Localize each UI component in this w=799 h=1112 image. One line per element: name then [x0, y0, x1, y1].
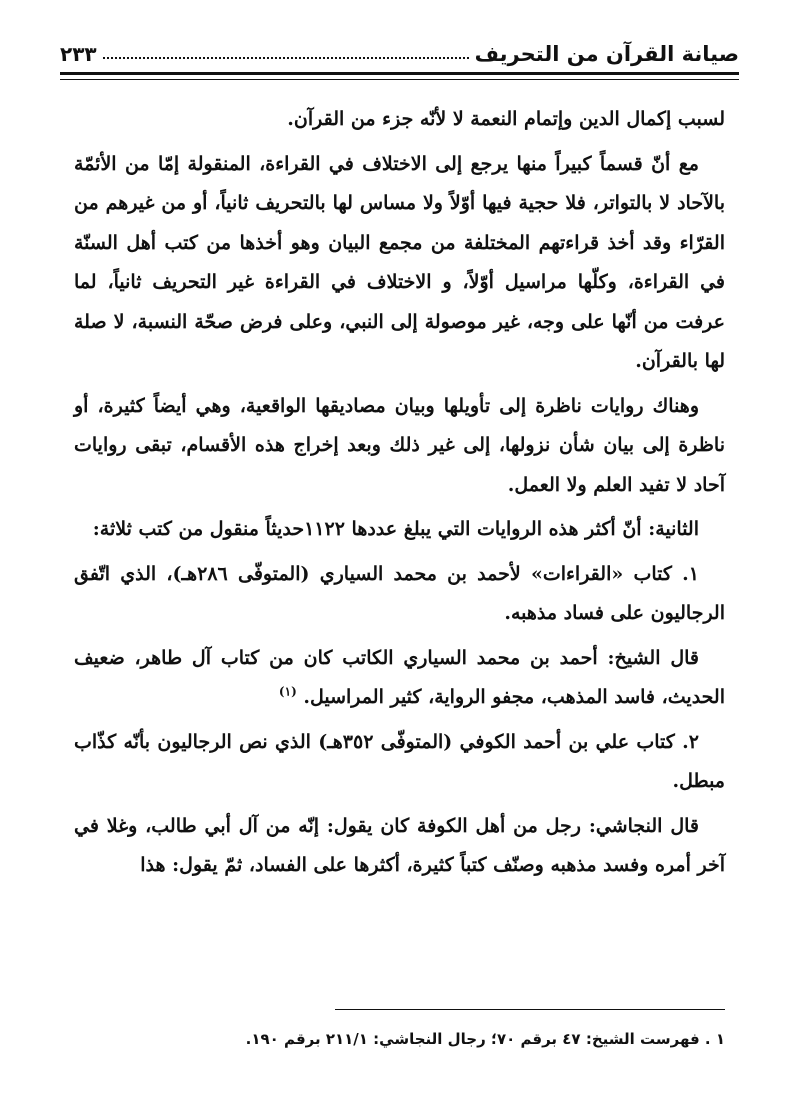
paragraph-2: مع أنّ قسماً كبيراً منها يرجع إلى الاختلاف في القراءة، المنقولة إمّا من الأئمّة بالآحاد لا بالتواتر، فلا حجية فيها أوّلاً ولا مساس لها بالتحريف ثانياً، أو من غيرهم من القرّاء وقد أخذ قراءتهم المختلفة من مجمع البيان وهو أخذها من كتب أهل السنّة في القراءة، وكلّها مراسيل أوّلاً، و الاختلاف في القراءة غير التحريف ثانياً، لما عرفت من أنّها على وجه، غير موصولة إلى النبي، وعلى فرض صحّة النسبة، لا صلة لها بالقرآن. [74, 152, 725, 372]
footnote-reference[interactable]: (١) [278, 684, 297, 699]
paragraph-6-text: قال الشيخ: أحمد بن محمد السياري الكاتب كان من كتاب آل طاهر، ضعيف الحديث، فاسد المذهب، مجفو الرواية، كثير المراسيل. [74, 646, 725, 708]
paragraph-5: ١. كتاب «القراءات» لأحمد بن محمد السياري (المتوفّى ٢٨٦هـ)، الذي اتّفق الرجاليون على فساد مذهبه. [74, 562, 725, 624]
paragraph-4-text: أنّ أكثر هذه الروايات التي يبلغ عددها ١١٢٢حديثاً منقول من كتب ثلاثة: [92, 518, 642, 540]
header-rule-thin [60, 79, 739, 80]
footnote-rule [335, 1009, 725, 1010]
paragraph-3: وهناك روايات ناظرة إلى تأويلها وبيان مصاديقها الواقعية، وهي أيضاً كثيرة، أو ناظرة إلى بيان شأن نزولها، إلى غير ذلك وبعد إخراج هذه الأقسام، تبقى روايات آحاد لا تفيد العلم ولا العمل. [74, 394, 725, 496]
running-header [60, 30, 739, 66]
header-leader-dots [103, 57, 469, 59]
paragraph-7: ٢. كتاب علي بن أحمد الكوفي (المتوفّى ٣٥٢هـ) الذي نص الرجاليون بأنّه كذّاب مبطل. [74, 730, 725, 792]
main-text [74, 100, 725, 891]
footnote: ١ . فهرست الشيخ: ٤٧ برقم ٧٠؛ رجال النجاشي: ٢١١/١ برقم ١٩٠. [245, 1030, 725, 1048]
paragraph-4-label: الثانية: [648, 518, 699, 540]
paragraph-8: قال النجاشي: رجل من أهل الكوفة كان يقول: إنّه من آل أبي طالب، وغلا في آخر أمره وفسد مذهبه وصنّف كتباً كثيرة، أكثرها على الفساد، ثمّ يقول: هذا [74, 814, 725, 876]
header-title: صيانة القرآن من التحريف [474, 42, 739, 66]
paragraph-1: لسبب إكمال الدين وإتمام النعمة لا لأنّه جزء من القرآن. [287, 108, 725, 130]
paragraph-6 [74, 639, 725, 718]
paragraph-4 [74, 510, 725, 550]
header-rule-thick [60, 72, 739, 75]
page-number: ٢٣٣ [60, 42, 97, 66]
